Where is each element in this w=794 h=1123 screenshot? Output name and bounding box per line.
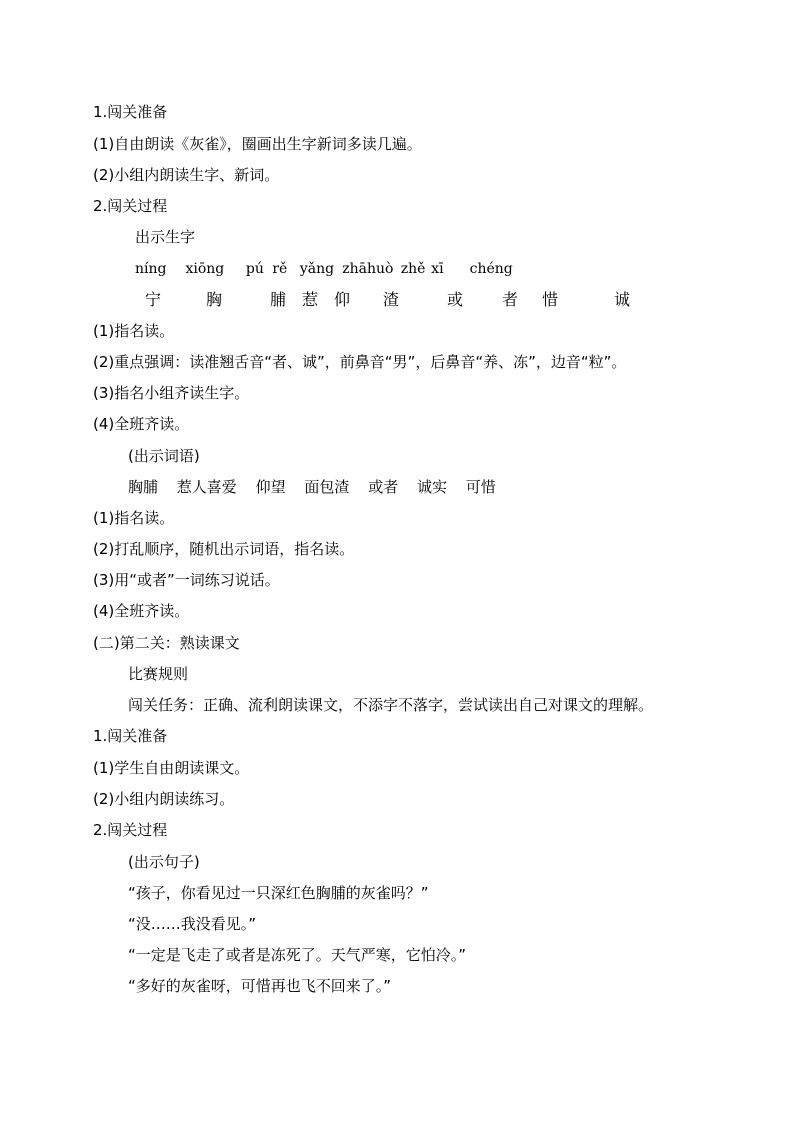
word-step: (1)指名读。 <box>93 509 175 527</box>
char-step: (2)重点强调：读准翘舌音“者、诚”，前鼻音“男”，后鼻音“养、冻”，边音“粒”。 <box>93 353 627 371</box>
vocab-word: 或者 <box>368 478 399 496</box>
vocab-word: 诚实 <box>416 478 447 496</box>
sentence: “多好的灰雀呀，可惜再也飞不回来了。” <box>128 977 392 995</box>
task-text: 闯关任务：正确、流利朗读课文，不添字不落字，尝试读出自己对课文的理解。 <box>128 696 654 714</box>
pinyin: zhāhuò <box>342 261 394 277</box>
prep-heading: 1.闯关准备 <box>93 103 168 121</box>
character: 或 <box>447 290 464 309</box>
vocab-word: 面包渣 <box>304 478 350 496</box>
pinyin: xiōng <box>185 261 225 277</box>
prep-item: (2)小组内朗读生字、新词。 <box>93 166 280 184</box>
char-step: (4)全班齐读。 <box>93 415 190 433</box>
prep-item: (1)自由朗读《灰雀》，圈画出生字新词多读几遍。 <box>93 135 422 153</box>
vocab-word: 惹人喜爱 <box>176 478 237 496</box>
show-chars-label: 出示生字 <box>135 228 196 246</box>
character: 诚 <box>614 290 631 309</box>
word-step: (3)用“或者”一词练习说话。 <box>93 571 280 589</box>
char-step: (1)指名读。 <box>93 322 175 340</box>
pinyin: xī <box>431 261 444 277</box>
vocab-word: 可惜 <box>465 478 496 496</box>
pinyin: pú <box>245 261 264 277</box>
char-step: (3)指名小组齐读生字。 <box>93 384 250 402</box>
prep-heading: 1.闯关准备 <box>93 727 168 745</box>
character: 惜 <box>542 290 559 309</box>
pinyin: rě <box>272 261 288 277</box>
pinyin: chéng <box>469 261 513 277</box>
word-step: (4)全班齐读。 <box>93 602 190 620</box>
vocab-word: 仰望 <box>255 478 286 496</box>
rules-label: 比赛规则 <box>128 665 189 683</box>
character: 胸 <box>206 290 223 309</box>
pinyin: zhě <box>400 261 426 277</box>
pinyin: yǎng <box>299 261 335 277</box>
sentence: “没……我没看见。” <box>128 915 257 933</box>
show-sentences-label: (出示句子) <box>128 853 200 871</box>
sentence: “孩子，你看见过一只深红色胸脯的灰雀吗？” <box>128 884 429 902</box>
word-step: (2)打乱顺序，随机出示词语，指名读。 <box>93 540 355 558</box>
sentence: “一定是飞走了或者是冻死了。天气严寒，它怕冷。” <box>128 946 467 964</box>
process-heading: 2.闯关过程 <box>93 821 168 839</box>
section-heading: (二)第二关：熟读课文 <box>93 634 240 652</box>
character: 宁 <box>145 290 162 309</box>
character: 仰 <box>334 290 351 309</box>
character: 者 <box>502 290 519 309</box>
vocab-word: 胸脯 <box>128 478 159 496</box>
process-heading: 2.闯关过程 <box>93 197 168 215</box>
prep-item: (2)小组内朗读练习。 <box>93 790 235 808</box>
character: 脯 <box>270 290 287 309</box>
character: 惹 <box>302 290 319 309</box>
prep-item: (1)学生自由朗读课文。 <box>93 759 250 777</box>
pinyin: níng <box>135 261 167 277</box>
vocabulary-row <box>128 477 510 497</box>
character: 渣 <box>383 290 400 309</box>
show-words-label: (出示词语) <box>128 447 200 465</box>
pinyin-row <box>135 260 519 278</box>
